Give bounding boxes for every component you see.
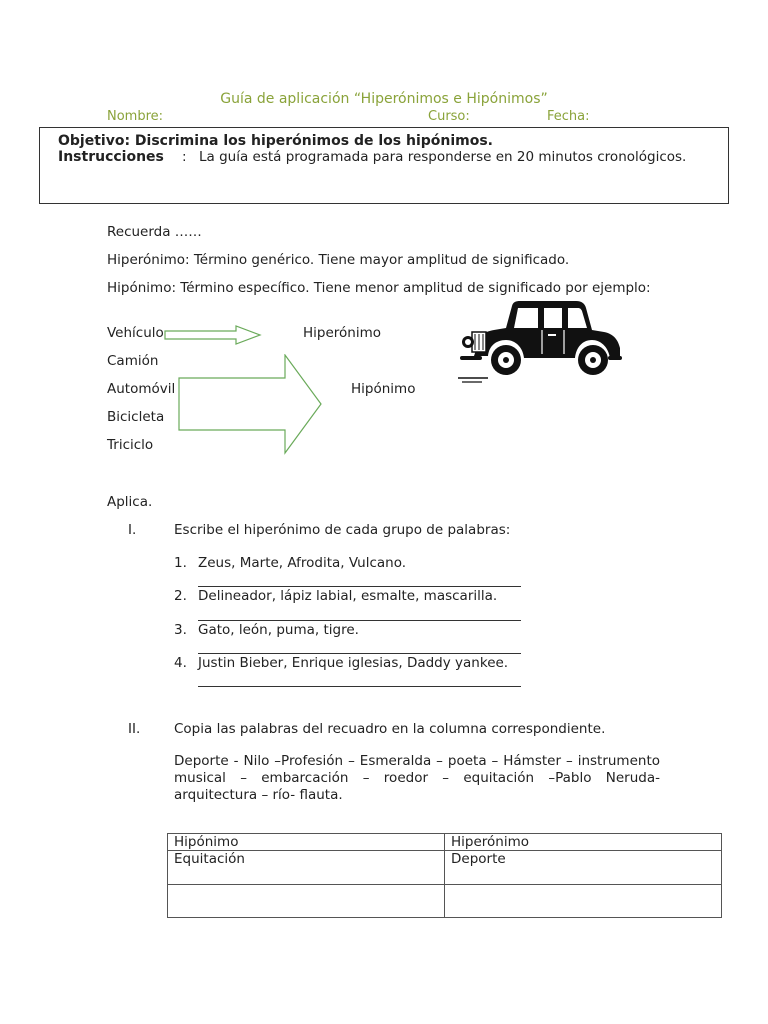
date-label: Fecha: — [547, 109, 590, 124]
course-label: Curso: — [428, 109, 470, 124]
small-arrow-icon — [164, 325, 264, 347]
table-cell[interactable]: Equitación — [168, 851, 445, 885]
item-text: Delineador, lápiz labial, esmalte, mascarilla. — [198, 588, 498, 604]
section1-numeral: I. — [128, 522, 137, 538]
hyperonym-label: Hiperónimo — [303, 325, 382, 341]
table-header-row — [168, 834, 722, 851]
item-number: 3. — [174, 622, 187, 638]
section2-instruction: Copia las palabras del recuadro en la columna correspondiente. — [174, 721, 606, 737]
instructions-label: Instrucciones — [58, 149, 164, 165]
item-text: Gato, león, puma, tigre. — [198, 622, 359, 638]
item-text: Zeus, Marte, Afrodita, Vulcano. — [198, 555, 407, 571]
table-cell[interactable] — [445, 885, 722, 918]
word-automovil: Automóvil — [107, 381, 176, 397]
table-row — [168, 851, 722, 885]
table-cell[interactable] — [168, 885, 445, 918]
table-header-cell: Hiperónimo — [445, 834, 722, 851]
item-text: Justin Bieber, Enrique iglesias, Daddy yankee. — [198, 655, 509, 671]
big-arrow-icon — [178, 354, 324, 456]
apply-heading: Aplica. — [107, 494, 153, 510]
remember-heading: Recuerda …… — [107, 224, 202, 240]
hyponym-definition: Hipónimo: Término específico. Tiene menor amplitud de significado por ejemplo: — [107, 280, 651, 296]
answer-blank[interactable] — [198, 586, 521, 587]
answers-table — [167, 833, 722, 918]
word-camion: Camión — [107, 353, 159, 369]
instructions-text: La guía está programada para responderse en 20 minutos cronológicos. — [199, 149, 687, 165]
objective-box — [39, 127, 729, 204]
item-number: 1. — [174, 555, 187, 571]
answer-blank[interactable] — [198, 653, 521, 654]
item-number: 2. — [174, 588, 187, 604]
hyponym-label: Hipónimo — [351, 381, 416, 397]
table-cell[interactable]: Deporte — [445, 851, 722, 885]
answer-blank[interactable] — [198, 620, 521, 621]
hyperonym-definition: Hiperónimo: Término genérico. Tiene mayor amplitud de significado. — [107, 252, 570, 268]
instructions-colon: : — [182, 149, 187, 165]
table-row — [168, 885, 722, 918]
word-bicicleta: Bicicleta — [107, 409, 165, 425]
item-number: 4. — [174, 655, 187, 671]
word-vehiculo: Vehículo — [107, 325, 164, 341]
page-title: Guía de aplicación “Hiperónimos e Hipónimos” — [220, 91, 548, 107]
word-box-text: Deporte - Nilo –Profesión – Esmeralda – poeta – Hámster – instrumento musical – embarcación – roedor – equitación –Pablo Neruda- arquitectura – río- flauta. — [174, 753, 660, 803]
table-header-cell: Hipónimo — [168, 834, 445, 851]
section1-instruction: Escribe el hiperónimo de cada grupo de palabras: — [174, 522, 511, 538]
answer-blank[interactable] — [198, 686, 521, 687]
vintage-car-icon — [458, 298, 624, 384]
objective-text: Objetivo: Discrimina los hiperónimos de los hipónimos. — [58, 133, 494, 149]
word-triciclo: Triciclo — [107, 437, 154, 453]
section2-numeral: II. — [128, 721, 141, 737]
name-label: Nombre: — [107, 109, 164, 124]
